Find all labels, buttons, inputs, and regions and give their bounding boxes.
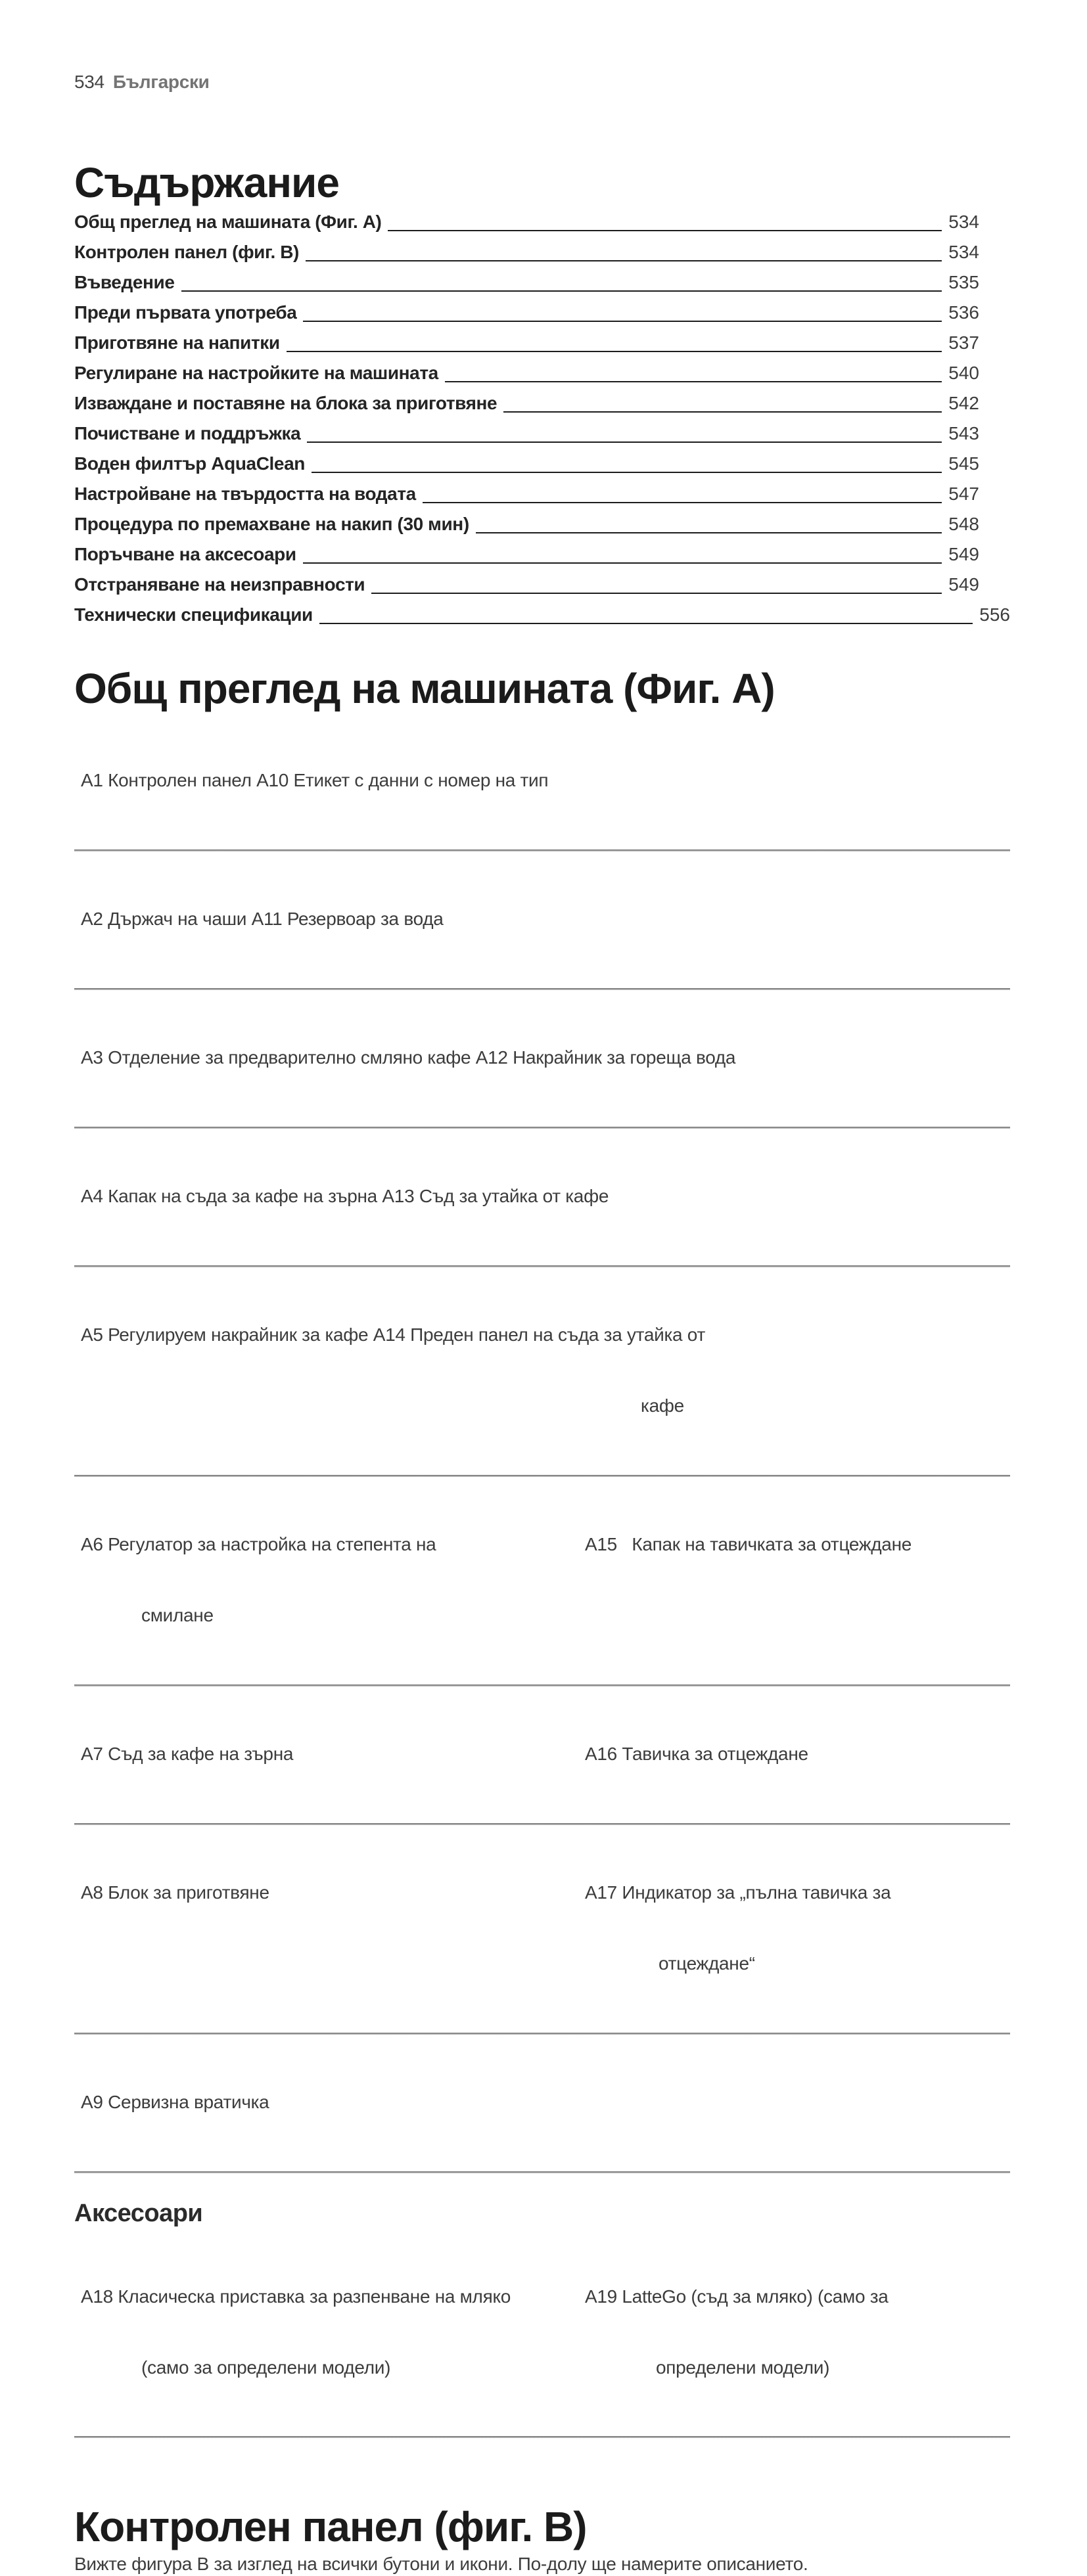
toc-page-number: 534 — [948, 212, 979, 232]
cell-line: A1 Контролен панел A10 Етикет с данни с номер на тип — [81, 770, 549, 790]
row-cell-right — [585, 1695, 1010, 1813]
row-cell-right — [585, 1834, 1010, 2023]
row-cell-left — [81, 2238, 585, 2427]
table-row-a5 — [74, 1267, 1010, 1475]
table-row-a1 — [74, 713, 1010, 849]
toc-entry — [74, 298, 979, 328]
cell-line: A4 Капак на съда за кафе на зърна A13 Съд за утайка от кафе — [81, 1186, 609, 1206]
toc-leader-line — [181, 290, 942, 292]
toc-entry — [74, 509, 979, 539]
toc-entry-label: Воден филтър AquaClean — [74, 453, 305, 474]
toc-entry-label: Приготвяне на напитки — [74, 332, 280, 353]
cell-line: смилане — [141, 1605, 214, 1625]
toc-leader-line — [476, 532, 942, 533]
page-number: 534 — [74, 72, 104, 92]
toc-entry-label: Поръчване на аксесоари — [74, 544, 296, 564]
toc-entry — [74, 328, 979, 358]
toc-entry — [74, 237, 979, 267]
row-cell — [81, 999, 735, 1117]
toc-leader-line — [312, 472, 942, 473]
cell-line: A9 Сервизна вратичка — [81, 2092, 269, 2112]
row-cell-left — [81, 1485, 585, 1675]
toc-entry — [74, 267, 979, 298]
toc-entry-label: Преди първата употреба — [74, 302, 297, 323]
cell-line: A2 Държач на чаши A11 Резервоар за вода — [81, 909, 444, 929]
row-cell-left — [81, 1834, 585, 2023]
cell-line: A19 LatteGo (съд за мляко) (само за — [585, 2286, 889, 2307]
toc-entry-label: Въведение — [74, 272, 175, 292]
toc-title: Съдържание — [74, 159, 339, 206]
toc-entry-label: Технически спецификации — [74, 604, 313, 625]
toc-entry — [74, 388, 979, 418]
row-cell-right — [585, 1485, 1010, 1675]
toc-page-number: 545 — [948, 453, 979, 474]
cell-line: определени модели) — [656, 2357, 830, 2378]
toc-page-number: 556 — [979, 604, 1010, 625]
table-of-contents — [74, 207, 1010, 630]
toc-entry — [74, 418, 979, 449]
toc-leader-line — [306, 260, 942, 261]
toc-entry — [74, 479, 979, 509]
toc-entry-label: Изваждане и поставяне на блока за приготвяне — [74, 393, 497, 413]
toc-entry — [74, 449, 979, 479]
cell-line: кафе — [641, 1395, 684, 1416]
toc-entry-label: Настройване на твърдостта на водата — [74, 484, 416, 504]
table-row-a18-a19 — [74, 2234, 1010, 2436]
toc-page-number: 549 — [948, 544, 979, 564]
table-row-a9 — [74, 2035, 1010, 2171]
toc-leader-line — [287, 351, 942, 352]
table-row-a4 — [74, 1129, 1010, 1265]
row-cell — [81, 721, 548, 840]
cell-line: A8 Блок за приготвяне — [81, 1882, 269, 1903]
toc-entry — [74, 207, 979, 237]
row-cell-left — [81, 1695, 585, 1813]
cell-line: (само за определени модели) — [141, 2357, 391, 2378]
toc-entry-label: Процедура по премахване на накип (30 мин) — [74, 514, 469, 534]
language-label: Български — [112, 72, 210, 92]
table-row-a8-a17 — [74, 1825, 1010, 2033]
toc-page-number: 536 — [948, 302, 979, 323]
parts-table — [74, 713, 1010, 2438]
control-panel-description: Вижте фигура B за изглед на всички бутони и икони. По-долу ще намерите описанието. — [74, 2554, 808, 2574]
toc-leader-line — [307, 441, 942, 443]
toc-entry — [74, 539, 979, 570]
toc-entry-label: Отстраняване на неизправности — [74, 574, 365, 595]
toc-leader-line — [388, 230, 942, 231]
toc-entry-label: Контролен панел (фиг. B) — [74, 242, 299, 262]
row-cell — [81, 860, 444, 978]
toc-leader-line — [303, 562, 942, 564]
table-row-a3 — [74, 990, 1010, 1127]
toc-leader-line — [319, 623, 973, 624]
cell-line: отцеждане“ — [659, 1953, 755, 1974]
row-cell-right — [585, 2238, 1010, 2427]
row-separator — [74, 2436, 1010, 2438]
toc-page-number: 540 — [948, 363, 979, 383]
cell-line: A3 Отделение за предварително смляно кафе A12 Накрайник за гореща вода — [81, 1047, 736, 1068]
toc-leader-line — [503, 411, 942, 413]
cell-line: A18 Класическа приставка за разпенване на мляко — [81, 2286, 511, 2307]
toc-page-number: 542 — [948, 393, 979, 413]
page-header — [74, 70, 1010, 94]
cell-line: A15 Капак на тавичката за отцеждане — [585, 1534, 912, 1554]
toc-leader-line — [303, 321, 942, 322]
toc-entry — [74, 358, 979, 388]
toc-entry — [74, 600, 1010, 630]
cell-line: A5 Регулируем накрайник за кафе A14 Преден панел на съда за утайка от — [81, 1324, 705, 1345]
toc-leader-line — [423, 502, 942, 503]
table-row-a6-a15 — [74, 1477, 1010, 1684]
section-title-overview: Общ преглед на машината (Фиг. A) — [74, 665, 775, 712]
toc-entry-label: Регулиране на настройките на машината — [74, 363, 438, 383]
cell-line: A7 Съд за кафе на зърна — [81, 1744, 294, 1764]
toc-leader-line — [445, 381, 942, 382]
toc-page-number: 534 — [948, 242, 979, 262]
row-cell — [81, 2043, 269, 2161]
cell-line: A17 Индикатор за „пълна тавичка за — [585, 1882, 891, 1903]
toc-page-number: 543 — [948, 423, 979, 443]
cell-line: A6 Регулатор за настройка на степента на — [81, 1534, 436, 1554]
toc-entry-label: Почистване и поддръжка — [74, 423, 301, 443]
row-separator — [74, 2171, 1010, 2173]
toc-entry-label: Общ преглед на машината (Фиг. A) — [74, 212, 382, 232]
toc-page-number: 547 — [948, 484, 979, 504]
toc-entry — [74, 570, 979, 600]
toc-page-number: 548 — [948, 514, 979, 534]
accessories-title: Аксесоари — [74, 2200, 203, 2227]
toc-page-number: 535 — [948, 272, 979, 292]
cell-line: A16 Тавичка за отцеждане — [585, 1744, 808, 1764]
section-title-control-panel: Контролен панел (фиг. B) — [74, 2503, 587, 2550]
toc-page-number: 537 — [948, 332, 979, 353]
toc-leader-line — [371, 593, 942, 594]
table-row-a7-a16 — [74, 1686, 1010, 1823]
toc-page-number: 549 — [948, 574, 979, 595]
row-cell — [81, 1137, 609, 1255]
row-cell — [81, 1276, 705, 1465]
table-row-a2 — [74, 851, 1010, 988]
